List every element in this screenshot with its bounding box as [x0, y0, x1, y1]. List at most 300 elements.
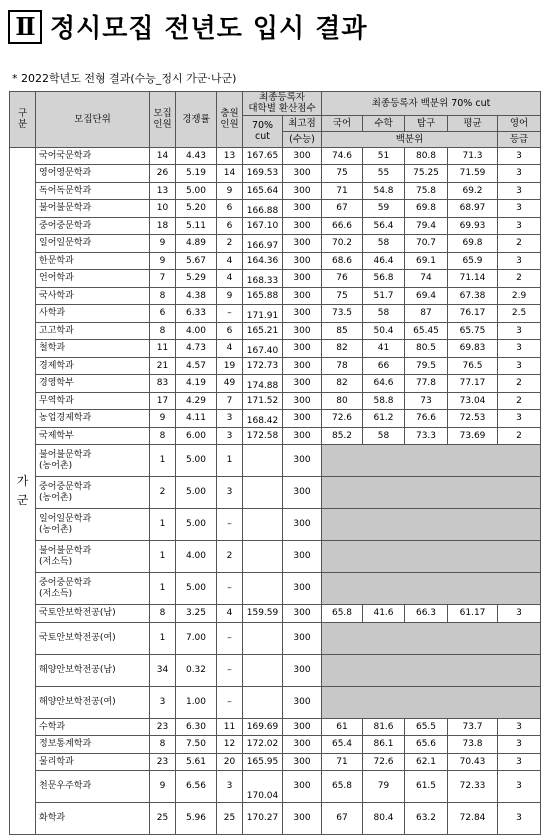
cell-rate: 4.73	[176, 340, 217, 358]
cell-avg: 77.17	[448, 375, 498, 393]
cell-unit: 고고학과	[36, 322, 150, 340]
cell-quota: 23	[150, 753, 176, 771]
cell-extra: 11	[217, 718, 243, 736]
cell-math: 58	[363, 235, 405, 253]
cell-unit: 국토안보학전공(여)	[36, 622, 150, 654]
table-row	[10, 165, 541, 183]
cell-unit: 정보통계학과	[36, 736, 150, 754]
cell-inq: 66.3	[405, 605, 448, 623]
cell-kor: 82	[322, 340, 363, 358]
cell-inq: 63.2	[405, 803, 448, 835]
cell-quota: 25	[150, 803, 176, 835]
cell-inq: 80.5	[405, 340, 448, 358]
cell-rate: 5.29	[176, 270, 217, 288]
cell-cut70	[243, 573, 283, 605]
cell-eng: 3	[498, 357, 541, 375]
header-unit: 모집단위	[36, 92, 150, 148]
cell-inq: 69.4	[405, 287, 448, 305]
cell-inq: 69.1	[405, 252, 448, 270]
cell-unit: 중어중문학과	[36, 217, 150, 235]
cell-kor: 71	[322, 753, 363, 771]
table-row	[10, 686, 541, 718]
cell-eng: 3	[498, 200, 541, 218]
header-max: 최고점	[283, 115, 322, 131]
cell-extra: 3	[217, 771, 243, 803]
cell-no-data	[322, 509, 541, 541]
cell-quota: 8	[150, 287, 176, 305]
cell-avg: 73.04	[448, 392, 498, 410]
cell-max: 300	[283, 686, 322, 718]
cell-unit: 중어중문학과 (저소득)	[36, 573, 150, 605]
cell-quota: 14	[150, 147, 176, 165]
cell-math: 51	[363, 147, 405, 165]
cell-unit: 철학과	[36, 340, 150, 358]
cell-inq: 69.8	[405, 200, 448, 218]
cell-math: 46.4	[363, 252, 405, 270]
cell-cut70: 159.59	[243, 605, 283, 623]
cell-eng: 2	[498, 270, 541, 288]
cell-max: 300	[283, 771, 322, 803]
cell-unit: 한문학과	[36, 252, 150, 270]
cell-math: 50.4	[363, 322, 405, 340]
cell-extra: 49	[217, 375, 243, 393]
cell-max: 300	[283, 340, 322, 358]
cell-cut70	[243, 445, 283, 477]
cell-eng: 2	[498, 375, 541, 393]
cell-rate: 6.56	[176, 771, 217, 803]
cell-rate: 7.50	[176, 736, 217, 754]
cell-eng: 3	[498, 147, 541, 165]
cell-extra: –	[217, 622, 243, 654]
cell-unit: 무역학과	[36, 392, 150, 410]
table-row	[10, 270, 541, 288]
cell-kor: 85.2	[322, 427, 363, 445]
header-pct-group: 최종등록자 백분위 70% cut	[322, 92, 541, 116]
table-row	[10, 147, 541, 165]
cell-rate: 4.29	[176, 392, 217, 410]
cell-unit: 불어불문학과 (농어촌)	[36, 445, 150, 477]
cell-rate: 5.19	[176, 165, 217, 183]
cell-extra: 6	[217, 322, 243, 340]
cell-no-data	[322, 445, 541, 477]
cell-rate: 0.32	[176, 654, 217, 686]
cell-extra: 2	[217, 541, 243, 573]
header-inq: 탐구	[405, 115, 448, 131]
cell-cut70	[243, 654, 283, 686]
cell-unit: 경영학부	[36, 375, 150, 393]
cell-inq: 79.4	[405, 217, 448, 235]
cell-eng: 3	[498, 217, 541, 235]
cell-quota: 10	[150, 200, 176, 218]
cell-avg: 72.53	[448, 410, 498, 428]
cell-kor: 65.8	[322, 605, 363, 623]
cell-rate: 5.67	[176, 252, 217, 270]
cell-kor: 71	[322, 182, 363, 200]
cell-cut70: 164.36	[243, 252, 283, 270]
header-conv-group: 최종등록자 대학별 환산점수	[243, 92, 322, 116]
cell-eng: 3	[498, 803, 541, 835]
cell-max: 300	[283, 753, 322, 771]
cell-eng: 3	[498, 165, 541, 183]
cell-unit: 수학과	[36, 718, 150, 736]
cell-quota: 9	[150, 252, 176, 270]
cell-extra: –	[217, 686, 243, 718]
cell-cut70: 169.69	[243, 718, 283, 736]
cell-math: 72.6	[363, 753, 405, 771]
table-row	[10, 803, 541, 835]
cell-no-data	[322, 622, 541, 654]
cell-rate: 4.19	[176, 375, 217, 393]
cell-kor: 82	[322, 375, 363, 393]
cell-cut70: 171.52	[243, 392, 283, 410]
cell-extra: 6	[217, 200, 243, 218]
cell-quota: 6	[150, 305, 176, 323]
cell-quota: 8	[150, 605, 176, 623]
cell-quota: 11	[150, 340, 176, 358]
cell-unit: 천문우주학과	[36, 771, 150, 803]
cell-cut70: 171.91	[243, 305, 283, 323]
cell-cut70: 165.95	[243, 753, 283, 771]
table-row	[10, 287, 541, 305]
table-row	[10, 182, 541, 200]
table-row	[10, 622, 541, 654]
cell-cut70: 165.64	[243, 182, 283, 200]
cell-eng: 3	[498, 252, 541, 270]
cell-rate: 4.11	[176, 410, 217, 428]
cell-avg: 72.84	[448, 803, 498, 835]
cell-max: 300	[283, 410, 322, 428]
cell-quota: 83	[150, 375, 176, 393]
cell-eng: 2.9	[498, 287, 541, 305]
cell-math: 80.4	[363, 803, 405, 835]
cell-extra: 9	[217, 287, 243, 305]
table-body	[10, 147, 541, 835]
cell-eng: 2.5	[498, 305, 541, 323]
cell-extra: 7	[217, 392, 243, 410]
cell-max: 300	[283, 392, 322, 410]
cell-unit: 언어학과	[36, 270, 150, 288]
cell-quota: 26	[150, 165, 176, 183]
cell-cut70	[243, 509, 283, 541]
cell-math: 86.1	[363, 736, 405, 754]
cell-eng: 3	[498, 753, 541, 771]
cell-quota: 1	[150, 509, 176, 541]
cell-extra: 25	[217, 803, 243, 835]
cell-extra: 13	[217, 147, 243, 165]
cell-quota: 23	[150, 718, 176, 736]
cell-kor: 74.6	[322, 147, 363, 165]
cell-eng: 2	[498, 427, 541, 445]
table-row	[10, 375, 541, 393]
cell-math: 56.8	[363, 270, 405, 288]
cell-avg: 76.17	[448, 305, 498, 323]
cell-kor: 65.4	[322, 736, 363, 754]
cell-extra: 9	[217, 182, 243, 200]
cell-extra: 4	[217, 340, 243, 358]
header-kor: 국어	[322, 115, 363, 131]
header-extra: 충원 인원	[217, 92, 243, 148]
cell-extra: 12	[217, 736, 243, 754]
cell-extra: 14	[217, 165, 243, 183]
cell-unit: 국사학과	[36, 287, 150, 305]
cell-kor: 75	[322, 165, 363, 183]
cell-max: 300	[283, 305, 322, 323]
cell-eng: 3	[498, 771, 541, 803]
cell-rate: 5.00	[176, 445, 217, 477]
cell-quota: 1	[150, 622, 176, 654]
cell-kor: 72.6	[322, 410, 363, 428]
cell-max: 300	[283, 287, 322, 305]
cell-unit: 해양안보학전공(여)	[36, 686, 150, 718]
cell-avg: 76.5	[448, 357, 498, 375]
cell-inq: 65.45	[405, 322, 448, 340]
cell-math: 58	[363, 305, 405, 323]
cell-math: 41	[363, 340, 405, 358]
cell-eng: 3	[498, 322, 541, 340]
cell-quota: 8	[150, 322, 176, 340]
cell-kor: 65.8	[322, 771, 363, 803]
results-table	[9, 91, 541, 835]
cell-max: 300	[283, 573, 322, 605]
cell-max: 300	[283, 654, 322, 686]
cell-math: 79	[363, 771, 405, 803]
cell-quota: 2	[150, 477, 176, 509]
cell-cut70: 166.88	[243, 200, 283, 218]
cell-inq: 75.8	[405, 182, 448, 200]
cell-max: 300	[283, 803, 322, 835]
cell-rate: 5.61	[176, 753, 217, 771]
cell-extra: 1	[217, 445, 243, 477]
cell-extra: 19	[217, 357, 243, 375]
cell-inq: 70.7	[405, 235, 448, 253]
table-row	[10, 477, 541, 509]
cell-math: 61.2	[363, 410, 405, 428]
cell-max: 300	[283, 427, 322, 445]
cell-extra: 3	[217, 410, 243, 428]
page-header	[8, 8, 367, 45]
cell-inq: 73.3	[405, 427, 448, 445]
cell-rate: 5.00	[176, 509, 217, 541]
header-math: 수학	[363, 115, 405, 131]
cell-unit: 국토안보학전공(남)	[36, 605, 150, 623]
cell-rate: 6.33	[176, 305, 217, 323]
cell-math: 41.6	[363, 605, 405, 623]
cell-math: 58	[363, 427, 405, 445]
cell-kor: 85	[322, 322, 363, 340]
cell-max: 300	[283, 252, 322, 270]
cell-unit: 사학과	[36, 305, 150, 323]
cell-cut70: 169.53	[243, 165, 283, 183]
cell-eng: 2	[498, 235, 541, 253]
cell-eng: 3	[498, 182, 541, 200]
cell-extra: 20	[217, 753, 243, 771]
cell-max: 300	[283, 147, 322, 165]
table-row	[10, 718, 541, 736]
header-max-sub: (수능)	[283, 131, 322, 147]
cell-inq: 77.8	[405, 375, 448, 393]
cell-cut70: 167.40	[243, 340, 283, 358]
table-row	[10, 654, 541, 686]
cell-inq: 79.5	[405, 357, 448, 375]
cell-rate: 5.96	[176, 803, 217, 835]
cell-cut70	[243, 477, 283, 509]
header-cut70: 70% cut	[243, 115, 283, 147]
cell-inq: 87	[405, 305, 448, 323]
cell-extra: 6	[217, 217, 243, 235]
cell-kor: 76	[322, 270, 363, 288]
cell-rate: 4.38	[176, 287, 217, 305]
cell-quota: 1	[150, 573, 176, 605]
cell-math: 55	[363, 165, 405, 183]
cell-avg: 73.7	[448, 718, 498, 736]
header-eng-sub: 등급	[498, 131, 541, 147]
cell-avg: 69.8	[448, 235, 498, 253]
cell-cut70	[243, 622, 283, 654]
cell-unit: 국제학부	[36, 427, 150, 445]
cell-quota: 9	[150, 771, 176, 803]
cell-max: 300	[283, 477, 322, 509]
cell-extra: –	[217, 509, 243, 541]
cell-avg: 69.2	[448, 182, 498, 200]
cell-eng: 2	[498, 392, 541, 410]
cell-inq: 65.6	[405, 736, 448, 754]
cell-inq: 62.1	[405, 753, 448, 771]
header-avg: 평균	[448, 115, 498, 131]
cell-unit: 농업경제학과	[36, 410, 150, 428]
cell-max: 300	[283, 217, 322, 235]
header-eng: 영어	[498, 115, 541, 131]
cell-unit: 영어영문학과	[36, 165, 150, 183]
cell-eng: 3	[498, 605, 541, 623]
cell-kor: 68.6	[322, 252, 363, 270]
cell-rate: 5.00	[176, 573, 217, 605]
cell-max: 300	[283, 509, 322, 541]
cell-kor: 67	[322, 200, 363, 218]
cell-extra: –	[217, 654, 243, 686]
cell-avg: 71.14	[448, 270, 498, 288]
cell-unit: 불어불문학과	[36, 200, 150, 218]
cell-extra: 2	[217, 235, 243, 253]
table-row	[10, 252, 541, 270]
header-rate: 경쟁률	[176, 92, 217, 148]
cell-max: 300	[283, 235, 322, 253]
cell-max: 300	[283, 270, 322, 288]
cell-max: 300	[283, 165, 322, 183]
cell-cut70: 168.33	[243, 270, 283, 288]
header-quota: 모집 인원	[150, 92, 176, 148]
cell-extra: 4	[217, 270, 243, 288]
cell-cut70: 168.42	[243, 410, 283, 428]
cell-avg: 67.38	[448, 287, 498, 305]
cell-unit: 중어중문학과 (농어촌)	[36, 477, 150, 509]
cell-extra: 3	[217, 427, 243, 445]
header-baekbun: 백분위	[322, 131, 498, 147]
cell-rate: 6.30	[176, 718, 217, 736]
cell-eng: 3	[498, 340, 541, 358]
cell-rate: 4.00	[176, 541, 217, 573]
cell-inq: 74	[405, 270, 448, 288]
cell-avg: 73.69	[448, 427, 498, 445]
cell-quota: 17	[150, 392, 176, 410]
cell-no-data	[322, 477, 541, 509]
table-row	[10, 509, 541, 541]
cell-math: 64.6	[363, 375, 405, 393]
cell-inq: 73	[405, 392, 448, 410]
cell-avg: 61.17	[448, 605, 498, 623]
cell-math: 66	[363, 357, 405, 375]
table-row	[10, 235, 541, 253]
cell-unit: 일어일문학과 (농어촌)	[36, 509, 150, 541]
cell-no-data	[322, 654, 541, 686]
cell-quota: 9	[150, 410, 176, 428]
table-row	[10, 357, 541, 375]
cell-eng: 3	[498, 736, 541, 754]
cell-rate: 4.89	[176, 235, 217, 253]
cell-quota: 1	[150, 445, 176, 477]
cell-unit: 불어불문학과 (저소득)	[36, 541, 150, 573]
cell-cut70: 172.73	[243, 357, 283, 375]
cell-rate: 3.25	[176, 605, 217, 623]
cell-math: 59	[363, 200, 405, 218]
table-row	[10, 305, 541, 323]
cell-quota: 34	[150, 654, 176, 686]
cell-quota: 9	[150, 235, 176, 253]
cell-extra: –	[217, 305, 243, 323]
cell-quota: 1	[150, 541, 176, 573]
cell-eng: 3	[498, 410, 541, 428]
table-row	[10, 736, 541, 754]
cell-rate: 5.00	[176, 182, 217, 200]
cell-rate: 1.00	[176, 686, 217, 718]
group-label: 가 군	[10, 147, 36, 835]
cell-math: 81.6	[363, 718, 405, 736]
cell-quota: 8	[150, 427, 176, 445]
table-row	[10, 322, 541, 340]
cell-math: 54.8	[363, 182, 405, 200]
cell-kor: 67	[322, 803, 363, 835]
cell-cut70: 170.27	[243, 803, 283, 835]
cell-quota: 13	[150, 182, 176, 200]
cell-kor: 61	[322, 718, 363, 736]
cell-no-data	[322, 573, 541, 605]
table-row	[10, 445, 541, 477]
cell-rate: 4.00	[176, 322, 217, 340]
cell-unit: 경제학과	[36, 357, 150, 375]
cell-cut70	[243, 541, 283, 573]
cell-rate: 4.43	[176, 147, 217, 165]
cell-kor: 75	[322, 287, 363, 305]
cell-unit: 독어독문학과	[36, 182, 150, 200]
cell-rate: 4.57	[176, 357, 217, 375]
cell-avg: 71.59	[448, 165, 498, 183]
cell-max: 300	[283, 541, 322, 573]
cell-kor: 80	[322, 392, 363, 410]
cell-avg: 69.93	[448, 217, 498, 235]
cell-kor: 70.2	[322, 235, 363, 253]
cell-math: 58.8	[363, 392, 405, 410]
cell-quota: 21	[150, 357, 176, 375]
table-row	[10, 340, 541, 358]
cell-rate: 7.00	[176, 622, 217, 654]
cell-no-data	[322, 686, 541, 718]
cell-max: 300	[283, 605, 322, 623]
cell-avg: 73.8	[448, 736, 498, 754]
cell-unit: 일어일문학과	[36, 235, 150, 253]
cell-quota: 3	[150, 686, 176, 718]
cell-avg: 70.43	[448, 753, 498, 771]
cell-unit: 해양안보학전공(남)	[36, 654, 150, 686]
cell-inq: 61.5	[405, 771, 448, 803]
